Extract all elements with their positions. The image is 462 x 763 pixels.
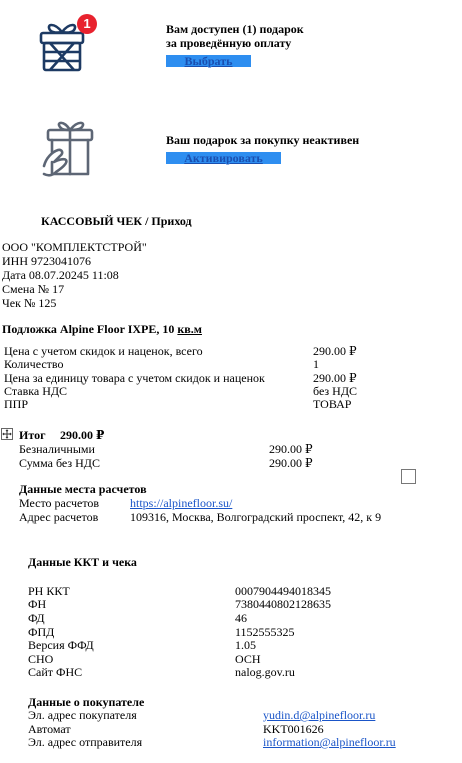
buyer-email-label: Эл. адрес покупателя (28, 708, 137, 722)
kkt-row-value: 46 (235, 611, 247, 625)
place-heading: Данные места расчетов (19, 482, 147, 496)
kkt-row-value: 0007904494018345 (235, 584, 331, 598)
item-title: Подложка Alpine Floor IXPE, 10 (2, 322, 178, 336)
choose-gift-button[interactable]: Выбрать (166, 55, 251, 67)
payment-row-label: Безналичными (19, 442, 95, 456)
total-amount: 290.00 ₽ (60, 428, 105, 442)
gift-hand-icon (40, 116, 102, 180)
shift-number: Смена № 17 (2, 282, 65, 296)
item-row-value: 1 (313, 357, 319, 371)
buyer-email-link[interactable]: yudin.d@alpinefloor.ru (263, 708, 376, 722)
kkt-row-label: СНО (28, 652, 54, 666)
place-site-label: Место расчетов (19, 496, 100, 510)
item-row-value: 290.00 ₽ (313, 344, 357, 358)
kkt-row-label: ФН (28, 597, 47, 611)
gift-available-line2: за проведённую оплату (166, 36, 292, 50)
item-row-value: без НДС (313, 384, 358, 398)
place-address-label: Адрес расчетов (19, 510, 99, 524)
sender-email-label: Эл. адрес отправителя (28, 735, 143, 749)
payment-row-value: 290.00 ₽ (269, 456, 313, 470)
checkbox[interactable] (401, 469, 416, 484)
place-address-value: 109316, Москва, Волгоградский проспект, 42, к 9 (130, 510, 382, 524)
kkt-row-value: nalog.gov.ru (235, 665, 295, 679)
automat-label: Автомат (28, 722, 71, 736)
automat-value: KKT001626 (263, 722, 324, 736)
kkt-row-label: Сайт ФНС (28, 665, 83, 679)
kkt-row-value: ОСН (235, 652, 261, 666)
kkt-row-label: ФПД (28, 625, 55, 639)
kkt-row-value: 1.05 (235, 638, 256, 652)
sender-email-link[interactable]: information@alpinefloor.ru (263, 735, 396, 749)
receipt-date: Дата 08.07.20245 11:08 (2, 268, 119, 282)
gift-inactive-line1: Ваш подарок за покупку неактивен (166, 133, 360, 147)
kkt-row-label: РН ККТ (28, 584, 70, 598)
buyer-heading: Данные о покупателе (28, 695, 145, 709)
item-row-label: Цена за единицу товара с учетом скидок и наценок (4, 371, 265, 385)
move-handle-icon[interactable] (1, 428, 13, 440)
total-label: Итог (19, 428, 46, 442)
item-row-value: 290.00 ₽ (313, 371, 357, 385)
company-inn: ИНН 9723041076 (2, 254, 91, 268)
item-row-label: Цена с учетом скидок и наценок, всего (4, 344, 203, 358)
payment-row-value: 290.00 ₽ (269, 442, 313, 456)
payment-row-label: Сумма без НДС (19, 456, 100, 470)
company-name: ООО "КОМПЛЕКТСТРОЙ" (2, 240, 147, 254)
item-row-label: Количество (4, 357, 64, 371)
item-row-value: ТОВАР (313, 397, 352, 411)
kkt-heading: Данные ККТ и чека (28, 555, 137, 569)
place-site-link[interactable]: https://alpinefloor.su/ (130, 496, 233, 510)
item-row-label: ППР (4, 397, 29, 411)
item-unit: кв.м (177, 322, 202, 336)
check-number: Чек № 125 (2, 296, 57, 310)
notification-badge: 1 (77, 14, 97, 34)
activate-gift-button[interactable]: Активировать (166, 152, 281, 164)
receipt-title: КАССОВЫЙ ЧЕК / Приход (41, 214, 192, 228)
kkt-row-label: ФД (28, 611, 45, 625)
gift-available-line1: Вам доступен (1) подарок (166, 22, 304, 36)
item-name (2, 323, 202, 337)
kkt-row-value: 7380440802128635 (235, 597, 331, 611)
kkt-row-value: 1152555325 (235, 625, 295, 639)
kkt-row-label: Версия ФФД (28, 638, 94, 652)
item-row-label: Ставка НДС (4, 384, 68, 398)
